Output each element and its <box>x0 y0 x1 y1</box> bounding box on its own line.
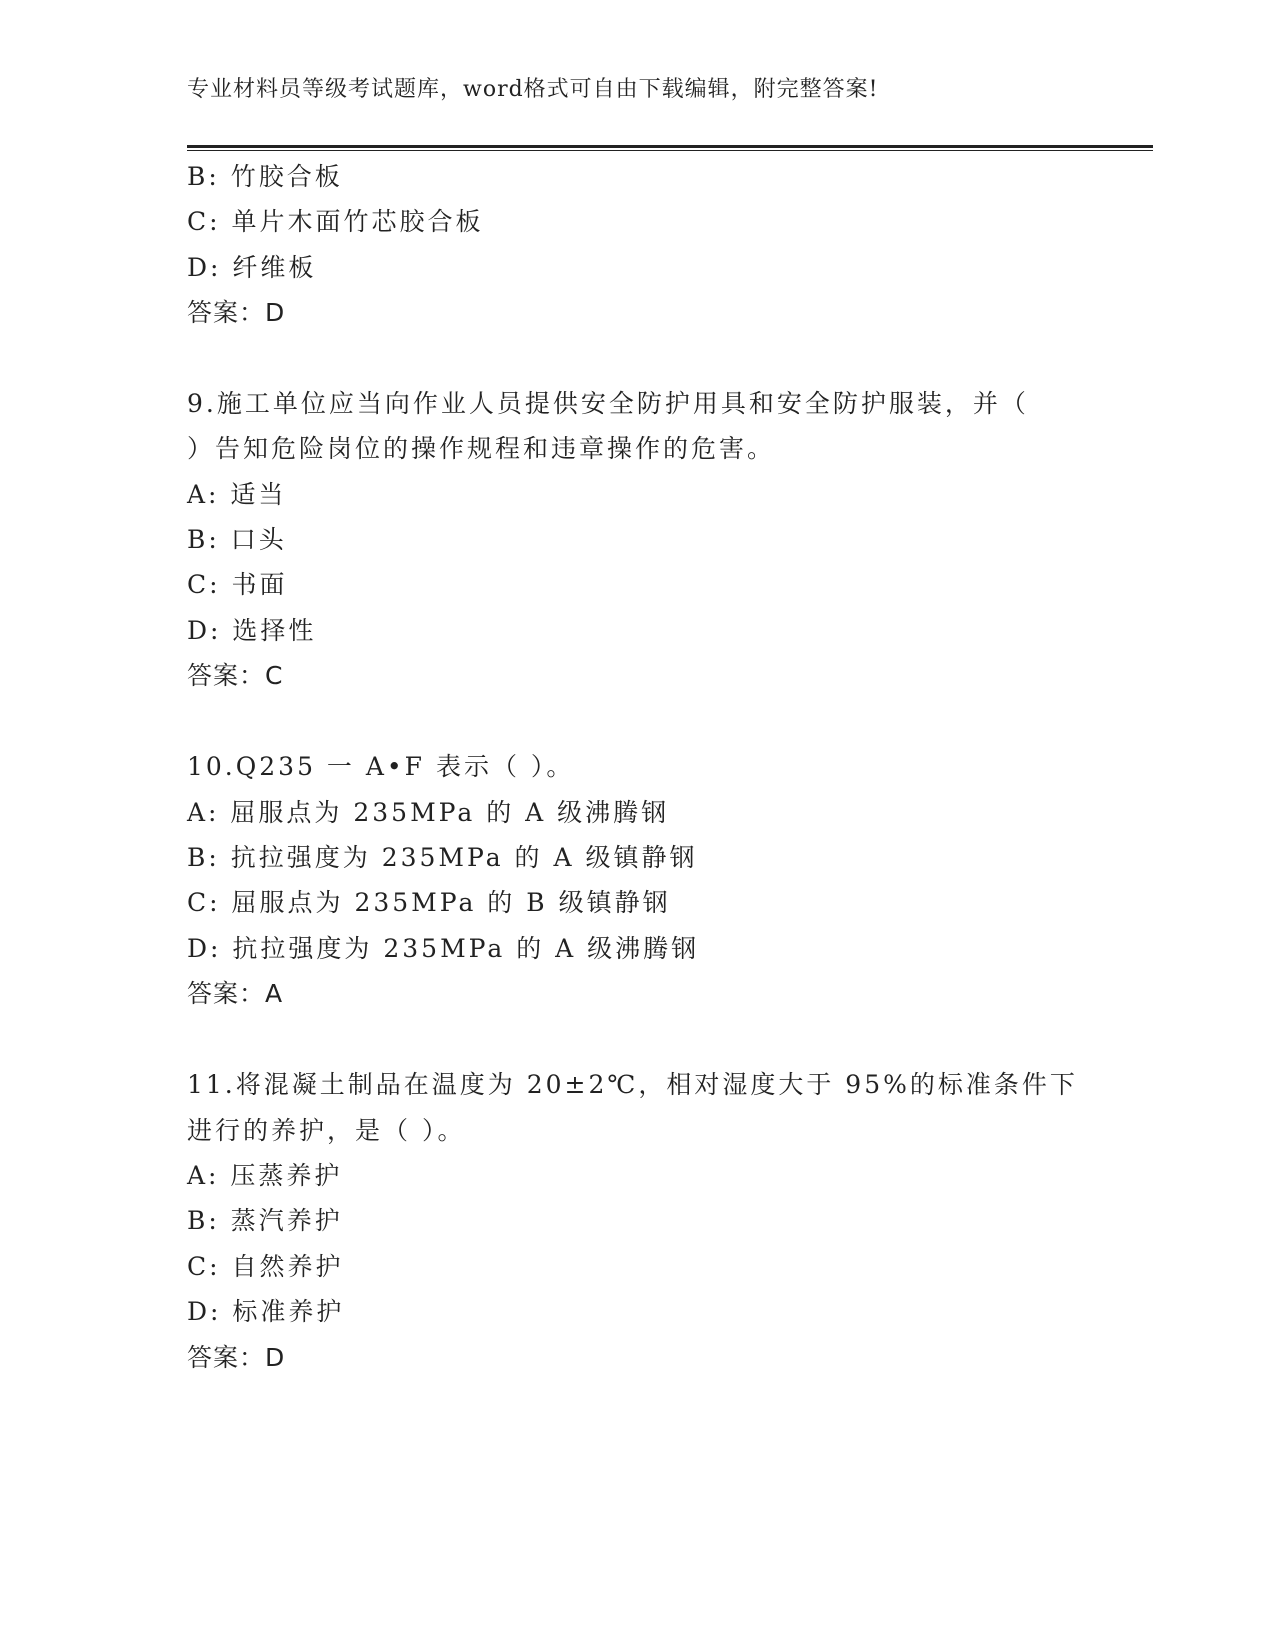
q10-answer: 答案：A <box>187 979 284 1008</box>
q9-answer: 答案：C <box>187 661 284 690</box>
q10-option-c: C: 屈服点为 235MPa 的 B 级镇静钢 <box>187 888 671 917</box>
page-header: 专业材料员等级考试题库，word格式可自由下载编辑，附完整答案! <box>187 77 879 102</box>
q10-stem-line1: 10.Q235 一 A•F 表示（ ）。 <box>187 752 575 781</box>
q8-option-c: C: 单片木面竹芯胶合板 <box>187 207 484 236</box>
header-divider-thick <box>187 145 1153 148</box>
q10-option-b: B: 抗拉强度为 235MPa 的 A 级镇静钢 <box>187 843 698 872</box>
q11-option-d: D: 标准养护 <box>187 1297 345 1326</box>
q11-option-b: B: 蒸汽养护 <box>187 1206 343 1235</box>
q9-stem-line1: 9.施工单位应当向作业人员提供安全防护用具和安全防护服装，并（ <box>187 389 1029 418</box>
q8-answer: 答案：D <box>187 298 286 327</box>
q11-option-a: A: 压蒸养护 <box>187 1161 343 1190</box>
q8-option-d: D: 纤维板 <box>187 253 317 282</box>
header-divider-thin <box>187 150 1153 151</box>
q10-option-a: A: 屈服点为 235MPa 的 A 级沸腾钢 <box>187 798 670 827</box>
q9-option-d: D: 选择性 <box>187 616 317 645</box>
q9-stem-line2: ）告知危险岗位的操作规程和违章操作的危害。 <box>187 434 776 463</box>
q9-option-b: B: 口头 <box>187 525 287 554</box>
q11-answer: 答案：D <box>187 1343 286 1372</box>
q9-option-c: C: 书面 <box>187 570 288 599</box>
q9-option-a: A: 适当 <box>187 480 287 509</box>
q8-option-b: B: 竹胶合板 <box>187 162 343 191</box>
q11-option-c: C: 自然养护 <box>187 1252 344 1281</box>
q10-option-d: D: 抗拉强度为 235MPa 的 A 级沸腾钢 <box>187 934 700 963</box>
q11-stem-line2: 进行的养护，是（ ）。 <box>187 1116 466 1145</box>
q11-stem-line1: 11.将混凝土制品在温度为 20±2℃，相对湿度大于 95%的标准条件下 <box>187 1070 1078 1099</box>
